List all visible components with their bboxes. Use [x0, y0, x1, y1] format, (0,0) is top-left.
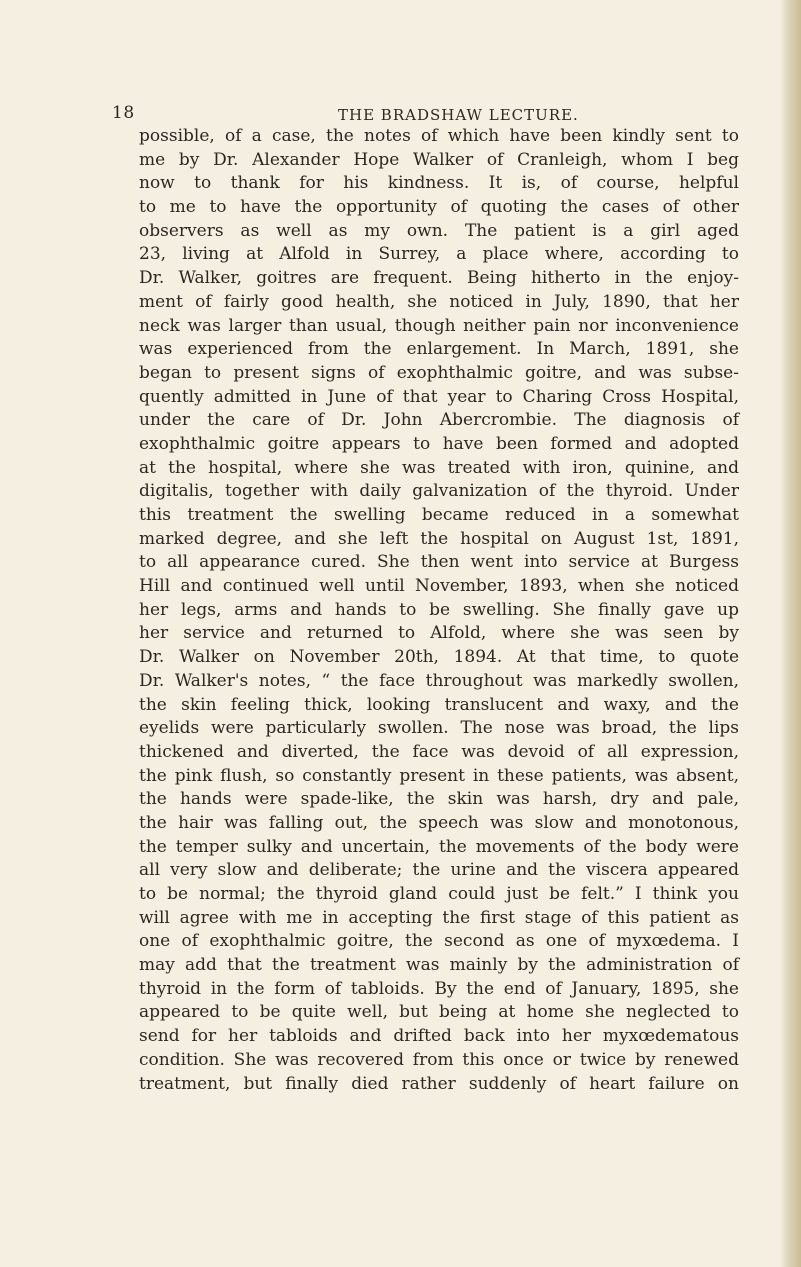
text-line: the pink flush, so constantly present in these patients, was absent,: [139, 765, 739, 786]
text-line: Dr. Walker's notes, “ the face throughout was markedly swollen,: [139, 670, 739, 691]
text-line: to be normal; the thyroid gland could just be felt.” I think you: [139, 884, 739, 904]
text-line: the temper sulky and uncertain, the movements of the body were: [139, 836, 739, 857]
text-line: ment of fairly good health, she noticed in July, 1890, that her: [139, 291, 739, 312]
text-line: her service and returned to Alfold, where she was seen by: [139, 623, 739, 644]
text-line: Dr. Walker on November 20th, 1894. At that time, to quote: [139, 647, 739, 668]
text-line: exophthalmic goitre appears to have been formed and adopted: [139, 433, 739, 454]
text-line: neck was larger than usual, though neither pain nor inconvenience: [139, 315, 739, 336]
text-line: Dr. Walker, goitres are frequent. Being hitherto in the enjoy-: [139, 268, 739, 289]
text-line: the hair was falling out, the speech was slow and monotonous,: [139, 812, 739, 833]
text-line: her legs, arms and hands to be swelling. She finally gave up: [139, 599, 739, 620]
text-line: appeared to be quite well, but being at home she neglected to: [139, 1002, 739, 1023]
text-line: to all appearance cured. She then went into service at Burgess: [139, 552, 739, 573]
text-line: this treatment the swelling became reduced in a somewhat: [139, 505, 739, 525]
text-line: Hill and continued well until November, 1893, when she noticed: [139, 576, 739, 597]
text-line: thickened and diverted, the face was devoid of all expression,: [139, 741, 739, 762]
text-line: me by Dr. Alexander Hope Walker of Cranleigh, whom I beg: [139, 149, 739, 170]
text-line: the hands were spade-like, the skin was harsh, dry and pale,: [139, 789, 739, 810]
text-line: at the hospital, where she was treated with iron, quinine, and: [139, 457, 739, 478]
text-line: digitalis, together with daily galvanization of the thyroid. Under: [139, 481, 739, 502]
text-line: was experienced from the enlargement. In March, 1891, she: [139, 339, 739, 360]
text-line: quently admitted in June of that year to Charing Cross Hospital,: [139, 386, 739, 407]
text-line: will agree with me in accepting the first stage of this patient as: [139, 907, 739, 928]
text-line: all very slow and deliberate; the urine and the viscera appeared: [139, 860, 739, 881]
text-line: eyelids were particularly swollen. The nose was broad, the lips: [139, 718, 739, 739]
text-line: began to present signs of exophthalmic goitre, and was subse-: [139, 362, 739, 383]
text-line: send for her tabloids and drifted back into her myxœdematous: [139, 1026, 739, 1047]
text-line: under the care of Dr. John Abercrombie. The diagnosis of: [139, 410, 739, 431]
text-line: marked degree, and she left the hospital on August 1st, 1891,: [139, 528, 739, 549]
text-line: 23, living at Alfold in Surrey, a place where, according to: [139, 244, 739, 265]
text-line: one of exophthalmic goitre, the second as one of myxœdema. I: [139, 931, 739, 952]
text-line: may add that the treatment was mainly by the administration of: [139, 955, 739, 976]
text-line: the skin feeling thick, looking translucent and waxy, and the: [139, 694, 739, 715]
text-line: observers as well as my own. The patient is a girl aged: [139, 220, 739, 241]
text-line: condition. She was recovered from this once or twice by renewed: [139, 1049, 739, 1070]
text-line: possible, of a case, the notes of which have been kindly sent to: [139, 126, 739, 146]
text-line: thyroid in the form of tabloids. By the end of January, 1895, she: [139, 978, 739, 999]
text-line: now to thank for his kindness. It is, of course, helpful: [139, 173, 739, 194]
text-line: to me to have the opportunity of quoting the cases of other: [139, 197, 739, 218]
running-head: THE BRADSHAW LECTURE.: [338, 106, 579, 124]
text-line: treatment, but finally died rather suddenly of heart failure on: [139, 1073, 739, 1094]
page-edge-shadow: [779, 0, 801, 1267]
body-text: [139, 125, 739, 1096]
page-number: 18: [112, 103, 135, 123]
